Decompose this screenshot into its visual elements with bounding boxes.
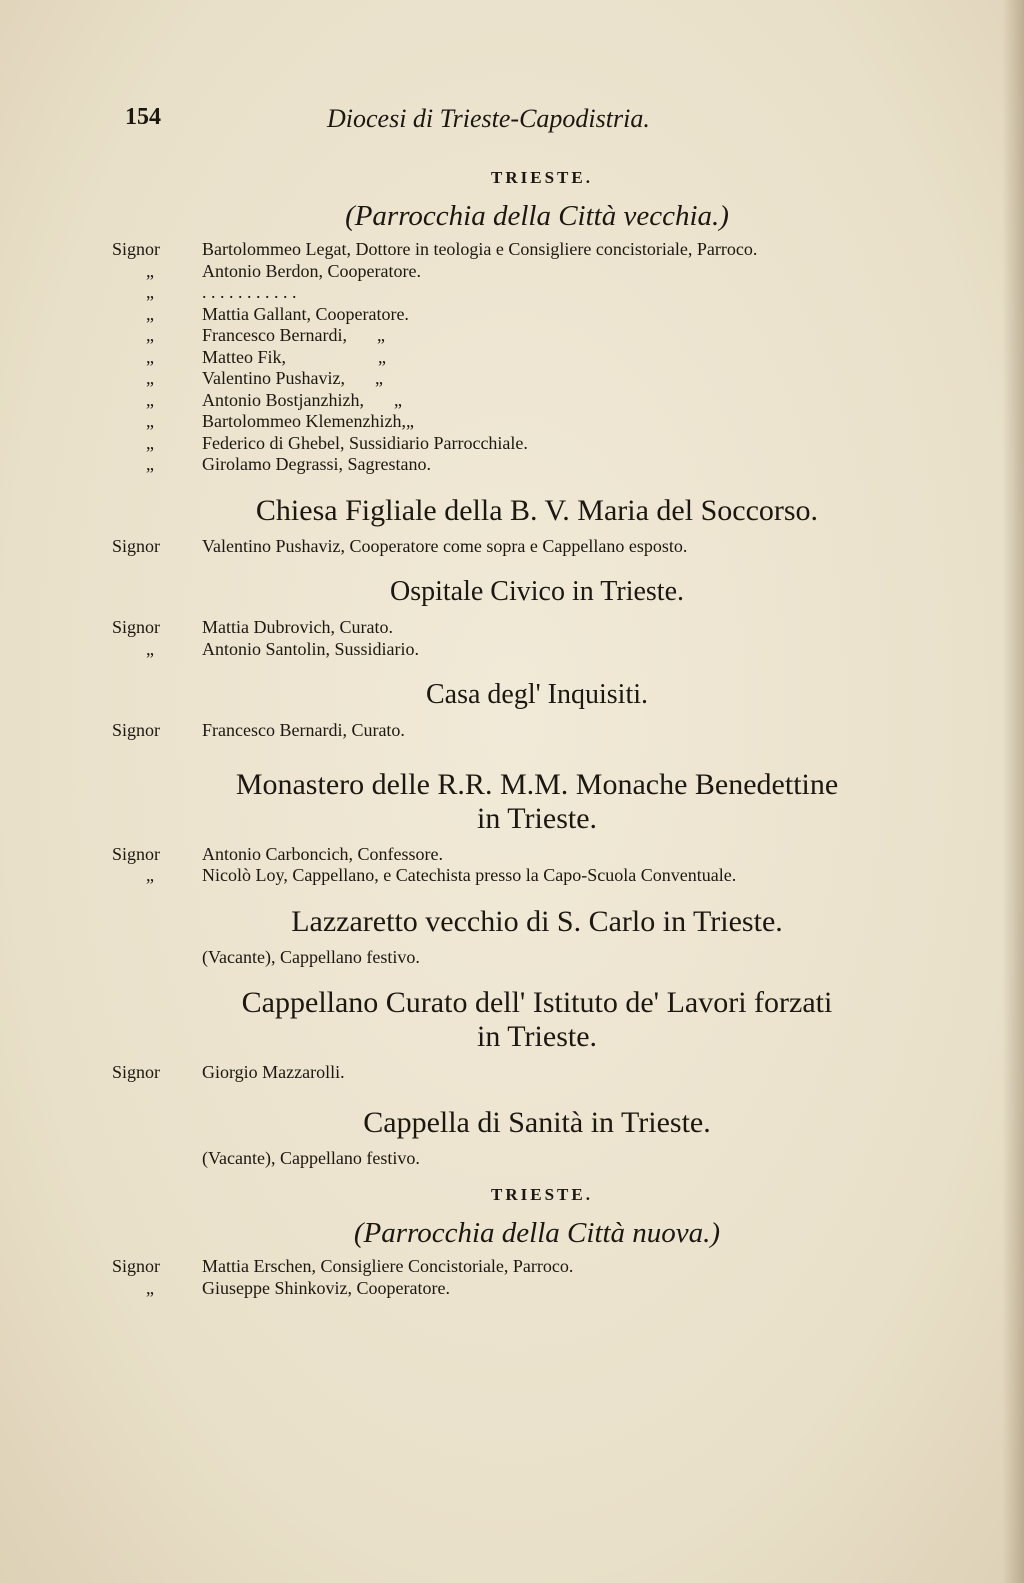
list-item bbox=[112, 1278, 942, 1300]
title-prefix bbox=[112, 947, 202, 969]
ditto-mark: „ bbox=[146, 303, 154, 324]
list-item bbox=[112, 1256, 942, 1278]
section-title-lazzaretto: Lazzaretto vecchio di S. Carlo in Trieste. bbox=[291, 904, 783, 938]
list-item bbox=[112, 304, 942, 326]
parish-heading: (Parrocchia della Città nuova.) bbox=[353, 1217, 721, 1249]
entry-text: Bartolommeo Klemenzhizh,„ bbox=[202, 411, 414, 431]
entry-text: (Vacante), Cappellano festivo. bbox=[202, 1147, 420, 1168]
list-item bbox=[112, 865, 942, 887]
list-item bbox=[112, 1148, 942, 1170]
entry-text: Francesco Bernardi, bbox=[202, 325, 347, 345]
list-item bbox=[112, 411, 942, 433]
list-item bbox=[112, 261, 942, 283]
list-item bbox=[112, 282, 942, 304]
list-item bbox=[112, 433, 942, 455]
entry-text: Girolamo Degrassi, Sagrestano. bbox=[202, 454, 431, 474]
list-item bbox=[112, 347, 942, 369]
city-heading: TRIESTE. bbox=[491, 1185, 593, 1204]
entry-text: Giorgio Mazzarolli. bbox=[202, 1062, 345, 1082]
list-item bbox=[112, 617, 942, 639]
title-prefix: Signor bbox=[112, 617, 161, 637]
section-title-chiesa: Chiesa Figliale della B. V. Maria del Soccorso. bbox=[255, 493, 819, 527]
ditto-mark: „ bbox=[146, 1277, 154, 1298]
entry-text: Matteo Fik, bbox=[202, 346, 286, 367]
ditto-mark: „ bbox=[146, 411, 154, 431]
ditto-mark: „ bbox=[146, 454, 154, 474]
list-item bbox=[112, 947, 942, 969]
ditto-mark: „ bbox=[146, 346, 154, 367]
page-edge-shadow bbox=[1002, 0, 1024, 1583]
clergy-list bbox=[112, 239, 942, 476]
section-title-monastero bbox=[112, 768, 942, 836]
page-header bbox=[125, 104, 745, 138]
ditto-mark: „ bbox=[378, 346, 386, 367]
ditto-mark: „ bbox=[146, 260, 154, 281]
entry-text: Antonio Berdon, Cooperatore. bbox=[202, 260, 421, 281]
ditto-mark: „ bbox=[146, 282, 154, 302]
title-prefix: Signor bbox=[112, 1062, 161, 1082]
title-prefix: Signor bbox=[112, 843, 161, 864]
entry-text: Antonio Bostjanzhizh, bbox=[202, 389, 364, 410]
ditto-mark: „ bbox=[146, 638, 154, 659]
title-prefix: Signor bbox=[112, 239, 161, 259]
list-item bbox=[112, 239, 942, 261]
list-item bbox=[112, 536, 942, 558]
list-item bbox=[112, 1062, 942, 1084]
entry-text: (Vacante), Cappellano festivo. bbox=[202, 946, 420, 967]
section-title-line: Cappellano Curato dell' Istituto de' Lavori forzati bbox=[241, 986, 833, 1019]
list-item bbox=[112, 844, 942, 866]
entry-text: Francesco Bernardi, Curato. bbox=[202, 720, 405, 740]
entry-text: Mattia Erschen, Consigliere Concistoriale, Parroco. bbox=[202, 1256, 574, 1276]
section-title-line: in Trieste. bbox=[476, 801, 598, 835]
ditto-mark: „ bbox=[146, 865, 154, 885]
parish-heading: (Parrocchia della Città vecchia.) bbox=[345, 200, 729, 232]
entry-text: Bartolommeo Legat, Dottore in teologia e Consigliere concistoriale, Parroco. bbox=[202, 239, 758, 259]
entry-text: Nicolò Loy, Cappellano, e Catechista presso la Capo-Scuola Conventuale. bbox=[202, 865, 737, 885]
section-title-line: Monastero delle R.R. M.M. Monache Benedettine bbox=[235, 767, 839, 801]
page-number: 154 bbox=[125, 104, 161, 130]
entry-text: Giuseppe Shinkoviz, Cooperatore. bbox=[202, 1277, 450, 1298]
section-title-casa: Casa degl' Inquisiti. bbox=[425, 679, 649, 710]
entry-text: Valentino Pushaviz, Cooperatore come sopra e Cappellano esposto. bbox=[202, 535, 688, 556]
entry-text: Federico di Ghebel, Sussidiario Parrocchiale. bbox=[202, 432, 528, 453]
entry-text: Antonio Carboncich, Confessore. bbox=[202, 843, 443, 864]
section-title-cappella: Cappella di Sanità in Trieste. bbox=[363, 1105, 711, 1139]
list-item bbox=[112, 454, 942, 476]
title-prefix: Signor bbox=[112, 720, 161, 740]
ditto-mark: „ bbox=[146, 432, 154, 453]
entry-text: Valentino Pushaviz, bbox=[202, 368, 345, 388]
entry-text: Mattia Dubrovich, Curato. bbox=[202, 617, 393, 637]
section-title-cappellano bbox=[112, 986, 942, 1054]
list-item bbox=[112, 720, 942, 742]
list-item bbox=[112, 368, 942, 390]
section-title-ospitale: Ospitale Civico in Trieste. bbox=[390, 576, 684, 607]
entry-text: Mattia Gallant, Cooperatore. bbox=[202, 303, 409, 324]
list-item bbox=[112, 390, 942, 412]
ditto-mark: „ bbox=[376, 325, 385, 345]
city-heading: TRIESTE. bbox=[491, 168, 593, 187]
ditto-mark: „ bbox=[146, 325, 154, 345]
title-prefix bbox=[112, 1148, 202, 1170]
ditto-mark: „ bbox=[146, 389, 154, 410]
section-title-line: in Trieste. bbox=[476, 1020, 598, 1053]
ditto-mark: „ bbox=[374, 368, 383, 388]
list-item bbox=[112, 639, 942, 661]
running-title: Diocesi di Trieste-Capodistria. bbox=[327, 104, 650, 133]
list-item bbox=[112, 325, 942, 347]
ditto-mark: „ bbox=[393, 389, 402, 410]
ditto-mark: „ bbox=[146, 368, 154, 388]
page-content bbox=[112, 160, 942, 1299]
entry-text: . . . . . . . . . . . bbox=[202, 282, 297, 302]
title-prefix: Signor bbox=[112, 1256, 161, 1276]
entry-text: Antonio Santolin, Sussidiario. bbox=[202, 638, 420, 659]
title-prefix: Signor bbox=[112, 535, 161, 556]
